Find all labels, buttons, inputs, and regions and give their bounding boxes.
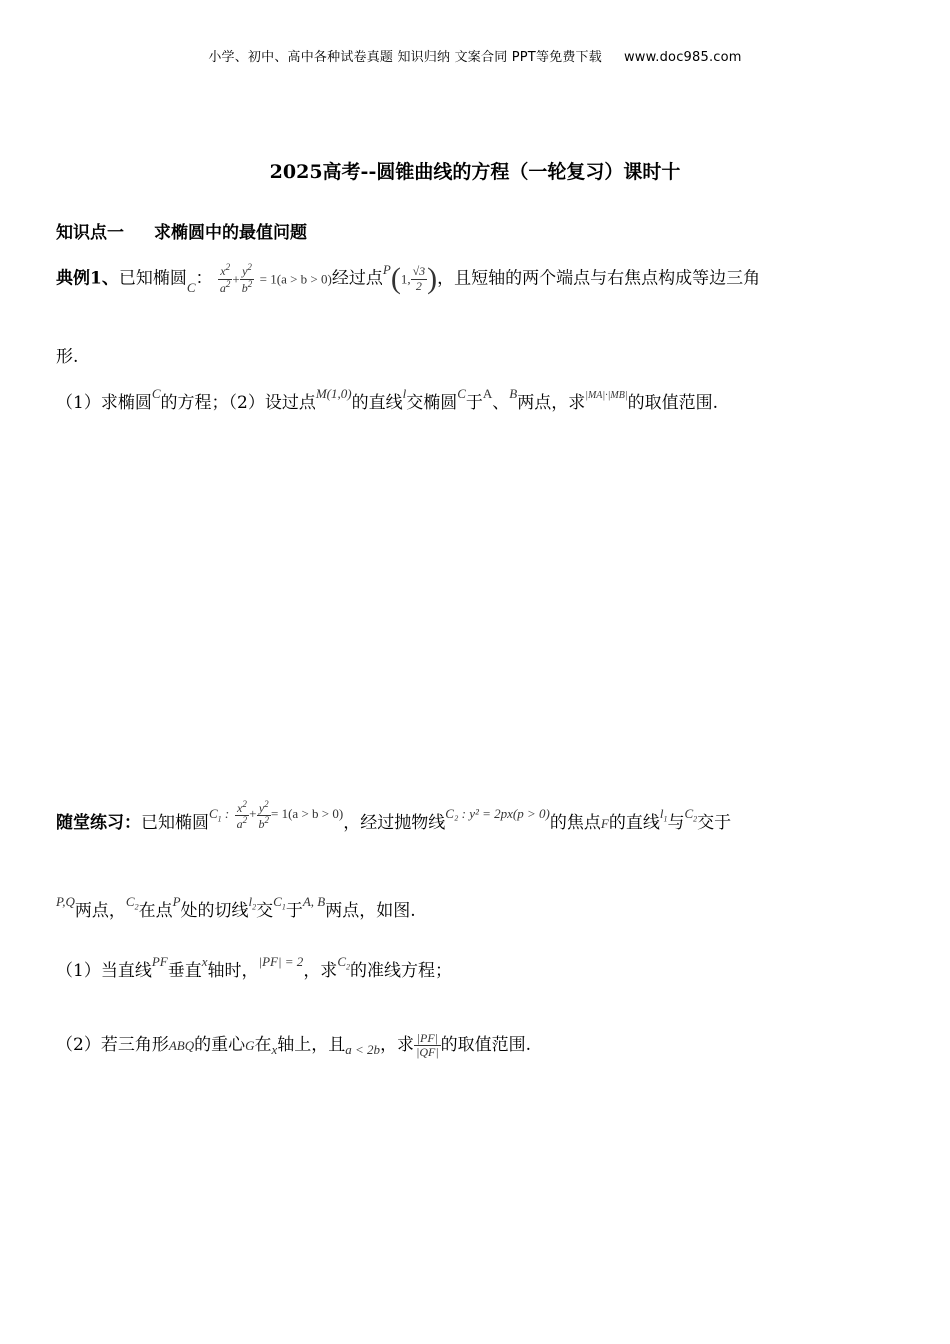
pq1-c: 轴时， xyxy=(207,961,259,981)
var-c-2: C xyxy=(151,386,161,401)
practice-line1: 随堂练习：已知椭圆$^{C_1 :}$ $\frac{x^2}{a^2}$ + $\frac{y^2}{b^2}$ $^{= 1(a > b > 0)}$，经过抛物线$^{C_2 : y^2 = 2px(p > 0)}$的焦点F的直线$^{l_1}$与$^{C_2}$交于 xyxy=(56,799,732,834)
p-text-h: 在点 xyxy=(138,901,173,921)
var-c-3: C xyxy=(457,386,466,401)
p-text-l: 两点，如图. xyxy=(325,901,416,921)
header-text: 小学、初中、高中各种试卷真题 知识归纳 文案合同 PPT等免费下载 xyxy=(208,50,602,65)
var-c2: C2 xyxy=(684,806,698,824)
frac-sqrt3-2: $\frac{√3}{2}$ xyxy=(412,264,426,293)
p-text-c: 的焦点 xyxy=(549,813,601,834)
triangle-abq: ABQ xyxy=(168,1038,195,1053)
p-text-a: 已知椭圆 xyxy=(141,813,209,834)
example1-line1: 典例1、已知椭圆$_C$： $\frac{x^2}{a^2}$ + $\frac{y^2}{b^2}$ = 1(a > b > 0)经过点$^P$(1, $\frac{√3}{2}$ )，且短轴的两个端点与右焦点构成等边三角 xyxy=(56,261,761,295)
var-c1-b: C1 xyxy=(273,894,286,912)
line-l: l xyxy=(402,386,407,401)
colon: ： xyxy=(195,268,213,289)
c2-eq: C₂ : y² = 2px(p > 0) xyxy=(445,806,550,822)
practice-q1 xyxy=(56,956,452,982)
section-name: 求椭圆中的最值问题 xyxy=(154,223,307,243)
pq1-d: ，求 xyxy=(303,961,338,981)
p-text-j: 交 xyxy=(256,901,274,921)
pq1-b: 垂直 xyxy=(167,961,202,981)
example1-text-b: 经过点 xyxy=(331,268,383,289)
ratio-pf-qf: $\frac{|PF|}{|QF|}$ xyxy=(416,1030,439,1059)
var-c: C xyxy=(186,279,196,295)
q-text-7: 的取值范围. xyxy=(627,393,718,413)
example1-text: 已知椭圆 xyxy=(118,268,187,289)
point-b: B xyxy=(509,386,518,401)
practice-label: 随堂练习： xyxy=(56,813,141,834)
q-text-6: 两点，求 xyxy=(517,393,586,413)
focus-f: F xyxy=(600,816,609,832)
c1-eq-tail: = 1(a > b > 0) xyxy=(271,806,344,822)
example1-line2: 形. xyxy=(56,347,79,367)
q-text-3: 的直线 xyxy=(351,393,403,413)
pq1-e: 的准线方程； xyxy=(349,961,452,981)
pf-eq: |PF| = 2 xyxy=(258,954,304,969)
point-a: A xyxy=(482,386,493,401)
var-c1: C1 : xyxy=(209,806,230,824)
line-l1: l1 xyxy=(659,806,668,824)
line-l2: l2 xyxy=(248,894,257,912)
points-pq: P,Q xyxy=(56,894,75,909)
frac-x2-a2-p: $\frac{x^2}{a^2}$ xyxy=(236,799,248,832)
var-c2-b: C2 xyxy=(125,894,139,912)
example1-label: 典例1、 xyxy=(56,268,119,289)
point-p2: P xyxy=(172,894,181,909)
centroid-g: G xyxy=(245,1038,255,1053)
p-text-d: 的直线 xyxy=(608,813,660,834)
points-ab: A, B xyxy=(302,894,326,909)
ellipse-eq-tail: = 1(a > b > 0) xyxy=(259,271,332,287)
p-text-i: 处的切线 xyxy=(180,901,249,921)
var-c2-c: C2 xyxy=(337,954,350,972)
pq2-f: 的取值范围. xyxy=(440,1035,532,1055)
pq2-a: （2）若三角形 xyxy=(56,1035,169,1055)
page-header xyxy=(0,46,950,65)
pq2-e: ，求 xyxy=(380,1035,415,1055)
axis-x-2: x xyxy=(271,1042,278,1057)
pq1-a: （1）当直线 xyxy=(56,961,152,981)
cond-a-2b: a < 2b xyxy=(345,1042,381,1057)
example1-questions xyxy=(56,388,718,413)
q-text-5: 于 xyxy=(465,393,483,413)
pq2-c: 在 xyxy=(254,1035,272,1055)
line-pf: PF xyxy=(151,954,168,969)
page-title: 2025高考--圆锥曲线的方程（一轮复习）课时十 xyxy=(269,161,681,183)
frac-y2-b2: $\frac{y^2}{b^2}$ xyxy=(241,262,253,295)
p-text-f: 交于 xyxy=(697,813,732,834)
p-text-g: 两点， xyxy=(74,901,126,921)
point-p: P xyxy=(382,261,391,277)
p-text-b: ，经过抛物线 xyxy=(343,813,446,834)
point-m: M(1,0) xyxy=(315,386,352,401)
p-text-e: 与 xyxy=(667,813,685,834)
practice-q2 xyxy=(56,1030,531,1059)
frac-x2-a2: $\frac{x^2}{a^2}$ xyxy=(219,262,231,295)
q-text-4: 交椭圆 xyxy=(406,393,458,413)
section-number: 知识点一 xyxy=(56,223,124,243)
pq2-d: 轴上，且 xyxy=(277,1035,346,1055)
expr-ma-mb: |MA|·|MB| xyxy=(585,390,628,401)
axis-x: x xyxy=(201,954,208,969)
example1-text-c: ，且短轴的两个端点与右焦点构成等边三角 xyxy=(437,268,761,289)
header-site[interactable]: www.doc985.com xyxy=(623,50,742,65)
practice-line2 xyxy=(56,896,416,922)
section-heading xyxy=(56,218,307,243)
sep: 、 xyxy=(492,393,510,413)
pq2-b: 的重心 xyxy=(194,1035,246,1055)
q-text-2: 的方程；（2）设过点 xyxy=(160,393,316,413)
q-text-1: （1）求椭圆 xyxy=(56,393,152,413)
p-text-k: 于 xyxy=(285,901,303,921)
frac-y2-b2-p: $\frac{y^2}{b^2}$ xyxy=(258,799,270,832)
